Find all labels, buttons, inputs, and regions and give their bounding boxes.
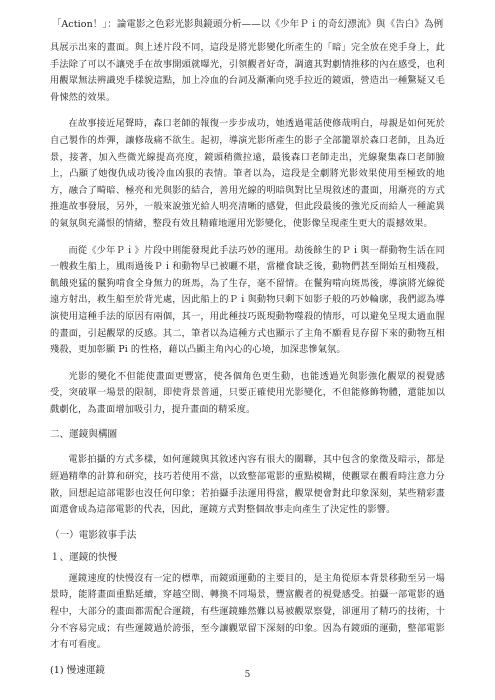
paragraph-6: 運鏡速度的快慢沒有一定的標準，而鏡頭運動的主要目的，是主角從原本背景移動至另一場景時，能將畫面重點延續，穿越空間、轉換不同場景，豐富觀者的視覺感受。拍攝一部電影的過程中，大部分的畫面都需配合運鏡，有些運鏡雖然難以易被觀眾察覺，卻運用了精巧的技術，十分不容易完成；有些運鏡過於誇張，至今讓觀眾留下深刻的印象。因為有鏡頭的運動，整部電影才有可看度。	[50, 572, 445, 651]
paragraph-2: 在故事接近尾聲時，森口老師的報復一步步成功，她透過電話使修哉明白，母親是如何死於自己製作的炸彈，讓修哉痛不欲生。起初，導演光影所產生的影子全部籠罩於森口老師，且為近景，接著，加入些微光線提高亮度，鏡頭稍微拉遠，最後森口老師走出，光線聚集森口老師臉上，凸顯了她復仇成功後冷血凶狠的表情。筆者以為，這段是全劇將光影效果使用至極致的地方，融合了畸暗、極亮和光與影的結合，善用光線的明暗與對比呈現敘述的畫面，用漸亮的方式推進故事發展，另外，一般來說強光給人明亮清晰的感覺，但此段最後的強光反而給人一種詭異的氣氛與充滿恨的情緒，整段有效且精確地運用光影變化，使影像呈現產生更大的震撼效果。	[50, 118, 445, 229]
section-heading-2: 二、運鏡與構圖	[50, 429, 118, 441]
page-body	[50, 40, 445, 678]
paragraph-1: 具展示出來的畫面。與上述片段不同，這段是將光影變化所產生的「暗」完全放在兇手身上，此手法除了可以不讓兇手在故事開頭就曝光，引領觀者好奇，調適其對劇情推移的內在感受，也利用觀眾無法辨識兇手樣貌這點，加上冷血的台詞及漸漸向兇手拉近的鏡頭，營造出一種驚疑又毛骨悚然的效果。	[50, 42, 445, 103]
subsection-heading-1-1-1: (1) 慢速運鏡	[50, 664, 106, 676]
paragraph-5: 電影拍攝的方式多樣，如何運鏡與其敘述內容有很大的關聯，其中包含的象徵及暗示，都是經過精準的計算和研究，技巧若使用不當，以致整部電影的重點模糊，使觀眾在觀看時注意力分散，回想起這部電影也沒任何印象；若拍攝手法運用得當，觀眾便會對此印象深刻，某些精彩畫面還會成為這部電影的代表，因此，運鏡方式對整個故事走向產生了決定性的影響。	[50, 454, 445, 516]
subsection-heading-1: （一）電影敘事手法	[50, 529, 137, 541]
paragraph-4: 光影的變化不但能使畫面更豐富，使各個角色更生動，也能透過光與影強化觀眾的視覺感受，突破單一場景的限制，即使背景普通，只要正確使用光影變化，不但能修飾物體，還能加以戲劇化，為畫面增加吸引力，提升畫面的精采度。	[50, 370, 445, 415]
page-number: 5	[244, 670, 251, 680]
paragraph-3: 而從《少年Ｐｉ》片段中則能發現此手法巧妙的運用。劫後餘生的Ｐｉ與一群動物生活在同一艘救生船上，風雨過後Ｐｉ和動物早已被曬不堪，當權食缺乏後，動物們甚至開始互相殘殺，飢餓兇猛的鬣狗啃食全身無力的斑馬，為了生存，毫不留情。在鬣狗啃向斑馬後，導演將光線從遠方射出，救生船至於背光處，因此船上的Ｐｉ與動物只剩下如影子般的巧妙輪廓，我們認為導演使用這種手法的原因有兩個，其一，用此種技巧既現動物噬殺的情形，可以避免呈現太過血腥的畫面，引起觀眾的反感。其二，筆者以為這種方式也顯示了主角不願看見存留下來的動物互相殘殺，更加彰顯 Pi 的性格，藉以凸顯主角內心的心境，加深悲慘氣氛。	[50, 244, 445, 356]
running-header: 「Action！」：論電影之色彩光影與鏡頭分析——以《少年Ｐｉ的奇幻漂流》與《告白》為例	[51, 19, 444, 30]
subsection-heading-1-1: １、運鏡的快慢	[50, 551, 118, 563]
